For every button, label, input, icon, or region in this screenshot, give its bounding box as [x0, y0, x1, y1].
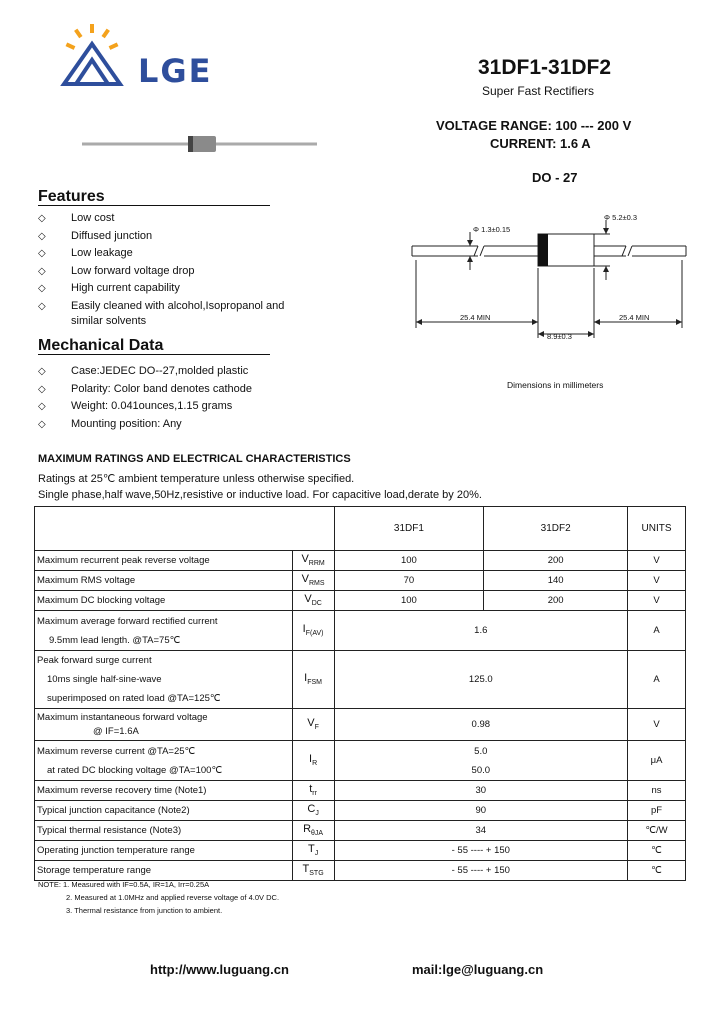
- table-row: [35, 741, 686, 781]
- unit-cell: V: [628, 571, 686, 591]
- unit-cell: ℃: [628, 861, 686, 881]
- unit-cell: ℃/W: [628, 821, 686, 841]
- unit-cell: A: [628, 651, 686, 709]
- table-row: [35, 651, 686, 709]
- param-cell: Maximum instantaneous forward voltage @ IF=1.6A: [35, 709, 293, 741]
- diamond-bullet-icon: ◇: [38, 283, 46, 294]
- symbol-cell: $I_{FSM}$: [292, 651, 334, 709]
- symbol-cell: $I_R$: [292, 741, 334, 781]
- list-item: ◇ High current capability: [38, 280, 338, 298]
- table-row: [35, 709, 686, 741]
- ratings-line-1: Ratings at 25℃ ambient temperature unless otherwise specified.: [38, 473, 355, 485]
- symbol-cell: $V_{RRM}$: [292, 551, 334, 571]
- table-row: [35, 571, 686, 591]
- table-header-row: [35, 507, 686, 551]
- table-row: [35, 821, 686, 841]
- value-cell: - 55 ---- + 150: [334, 841, 627, 861]
- logo-text: LGE: [138, 52, 213, 90]
- diamond-bullet-icon: ◇: [38, 248, 46, 259]
- logo-mark-icon: [60, 22, 130, 92]
- value-cell: 1.6: [334, 611, 627, 651]
- lead-diameter-label: Φ 1.3±0.15: [473, 225, 511, 234]
- value-cell: 100: [334, 551, 484, 571]
- param-cell: Maximum RMS voltage: [35, 571, 293, 591]
- unit-cell: V: [628, 551, 686, 571]
- param-cell: Maximum DC blocking voltage: [35, 591, 293, 611]
- footer-mail[interactable]: mail:lge@luguang.cn: [412, 962, 544, 977]
- param-cell: Peak forward surge current 10ms single half-sine-wave superimposed on rated load @TA=125℃: [35, 651, 293, 709]
- table-row: [35, 841, 686, 861]
- symbol-cell: $t_{rr}$: [292, 781, 334, 801]
- body-diameter-label: Φ 5.2±0.3: [604, 213, 638, 222]
- body-length-label: 8.9±0.3: [547, 332, 572, 341]
- table-row: [35, 591, 686, 611]
- list-item: ◇ Case:JEDEC DO--27,molded plastic: [38, 363, 338, 381]
- diamond-bullet-icon: ◇: [38, 230, 46, 242]
- value-cell: 70: [334, 571, 484, 591]
- diamond-bullet-icon: ◇: [38, 418, 46, 430]
- diamond-bullet-icon: ◇: [38, 265, 46, 277]
- symbol-cell: $V_{DC}$: [292, 591, 334, 611]
- unit-cell: ns: [628, 781, 686, 801]
- list-item: ◇ Mounting position: Any: [38, 416, 338, 434]
- subtitle: Super Fast Rectifiers: [482, 84, 595, 98]
- column-header-units: UNITS: [628, 507, 686, 551]
- symbol-cell: $T_{STG}$: [292, 861, 334, 881]
- table-row: [35, 781, 686, 801]
- diamond-bullet-icon: ◇: [38, 383, 46, 395]
- table-row: [35, 611, 686, 651]
- value-cell: 5.0 50.0: [334, 741, 627, 781]
- value-cell: 200: [484, 551, 628, 571]
- param-cell: Typical thermal resistance (Note3): [35, 821, 293, 841]
- note-2: 2. Measured at 1.0MHz and applied reverse voltage of 4.0V DC.: [66, 893, 280, 902]
- list-item: similar solvents: [71, 315, 147, 327]
- value-cell: 100: [334, 591, 484, 611]
- param-cell: Maximum recurrent peak reverse voltage: [35, 551, 293, 571]
- list-item: ◇ Weight: 0.041ounces,1.15 grams: [38, 398, 338, 416]
- value-cell: 200: [484, 591, 628, 611]
- value-cell: 34: [334, 821, 627, 841]
- ratings-title: MAXIMUM RATINGS AND ELECTRICAL CHARACTERISTICS: [38, 453, 351, 465]
- current-rating: CURRENT: 1.6 A: [490, 136, 591, 151]
- param-cell: Operating junction temperature range: [35, 841, 293, 861]
- diamond-bullet-icon: ◇: [38, 366, 46, 377]
- column-header-31df2: 31DF2: [484, 507, 628, 551]
- diode-illustration: [82, 134, 322, 154]
- value-cell: 0.98: [334, 709, 627, 741]
- features-divider: [38, 205, 270, 206]
- param-cell: Maximum reverse recovery time (Note1): [35, 781, 293, 801]
- list-item: ◇ Polarity: Color band denotes cathode: [38, 381, 338, 399]
- package-dimension-diagram: [410, 210, 700, 340]
- symbol-cell: $I_{F(AV)}$: [292, 611, 334, 651]
- voltage-range: VOLTAGE RANGE: 100 --- 200 V: [436, 118, 632, 133]
- part-number: 31DF1-31DF2: [478, 56, 612, 79]
- value-cell: - 55 ---- + 150: [334, 861, 627, 881]
- features-title: Features: [38, 188, 105, 205]
- right-lead-length-label: 25.4 MIN: [619, 313, 650, 322]
- mechanical-list: [38, 363, 338, 433]
- diamond-bullet-icon: ◇: [38, 213, 46, 224]
- param-cell: Maximum average forward rectified current 9.5mm lead length. @TA=75℃: [35, 611, 293, 651]
- mechanical-title: Mechanical Data: [38, 337, 164, 354]
- ratings-line-2: Single phase,half wave,50Hz,resistive or inductive load. For capacitive load,derate by 20%.: [38, 489, 482, 501]
- value-cell: 30: [334, 781, 627, 801]
- ratings-table: [34, 506, 686, 881]
- unit-cell: μA: [628, 741, 686, 781]
- list-item: ◇ Diffused junction: [38, 228, 338, 246]
- value-cell: 140: [484, 571, 628, 591]
- cathode-band: [538, 234, 548, 266]
- table-row: [35, 801, 686, 821]
- param-cell: Storage temperature range: [35, 861, 293, 881]
- symbol-cell: $V_F$: [292, 709, 334, 741]
- symbol-cell: $T_J$: [292, 841, 334, 861]
- list-item: ◇ Low leakage: [38, 245, 338, 263]
- list-item: ◇ Low cost: [38, 210, 338, 228]
- notes: [38, 878, 279, 917]
- param-cell: Maximum reverse current @TA=25℃ at rated DC blocking voltage @TA=100℃: [35, 741, 293, 781]
- note-3: 3. Thermal resistance from junction to ambient.: [66, 906, 223, 915]
- symbol-cell: $R_{\theta JA}$: [292, 821, 334, 841]
- column-header-31df1: 31DF1: [334, 507, 484, 551]
- list-item: ◇ Low forward voltage drop: [38, 263, 338, 281]
- value-cell: 90: [334, 801, 627, 821]
- package-name: DO - 27: [532, 170, 578, 185]
- left-lead-length-label: 25.4 MIN: [460, 313, 491, 322]
- list-item: ◇ Easily cleaned with alcohol,Isopropanol and: [38, 298, 338, 316]
- logo: [60, 22, 240, 92]
- symbol-cell: $C_J$: [292, 801, 334, 821]
- note-1: NOTE: 1. Measured with IF=0.5A, IR=1A, Irr=0.25A: [38, 880, 210, 889]
- unit-cell: A: [628, 611, 686, 651]
- mechanical-divider: [38, 354, 270, 355]
- features-list: [38, 210, 338, 331]
- symbol-cell: $V_{RMS}$: [292, 571, 334, 591]
- value-cell: 125.0: [334, 651, 627, 709]
- unit-cell: ℃: [628, 841, 686, 861]
- footer-url[interactable]: http://www.luguang.cn: [150, 962, 289, 977]
- unit-cell: V: [628, 591, 686, 611]
- diamond-bullet-icon: ◇: [38, 300, 46, 312]
- unit-cell: V: [628, 709, 686, 741]
- table-header-blank: [35, 507, 335, 551]
- diagram-caption: Dimensions in millimeters: [507, 380, 604, 390]
- diamond-bullet-icon: ◇: [38, 401, 46, 412]
- table-row: [35, 551, 686, 571]
- unit-cell: pF: [628, 801, 686, 821]
- param-cell: Typical junction capacitance (Note2): [35, 801, 293, 821]
